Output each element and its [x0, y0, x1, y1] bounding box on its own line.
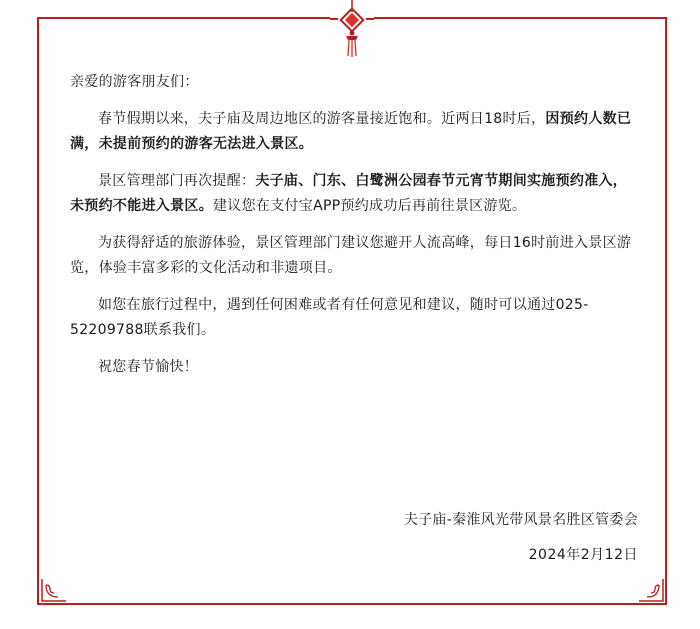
paragraph-2 — [70, 169, 640, 219]
signature: 夫子庙-秦淮风光带风景名胜区管委会 — [403, 512, 638, 528]
chinese-knot-icon — [330, 0, 374, 58]
paragraph-1-text: 春节假期以来，夫子庙及周边地区的游客量接近饱和。近两日18时后， — [98, 111, 546, 127]
corner-scroll-icon — [40, 575, 70, 605]
corner-scroll-icon — [635, 575, 665, 605]
letter-body — [70, 70, 640, 392]
date: 2024年2月12日 — [528, 547, 638, 563]
paragraph-1-bold: 因预约人数已满，未提前预约的游客无法进入景区。 — [70, 111, 632, 152]
paragraph-3: 为获得舒适的旅游体验，景区管理部门建议您避开人流高峰，每日16时前进入景区游览，体验丰富多彩的文化活动和非遗项目。 — [70, 235, 632, 276]
paragraph-2-tail: 建议您在支付宝APP预约成功后再前往景区游览。 — [213, 198, 527, 214]
paragraph-4: 如您在旅行过程中，遇到任何困难或者有任何意见和建议，随时可以通过025-52209788联系我们。 — [70, 297, 589, 338]
paragraph-1 — [70, 107, 640, 157]
paragraph-2-text: 景区管理部门再次提醒： — [98, 173, 256, 189]
greeting: 亲爱的游客朋友们： — [70, 74, 199, 90]
paragraph-2-bold: 夫子庙、门东、白鹭洲公园春节元宵节期间实施预约准入，未预约不能进入景区。 — [70, 173, 628, 214]
paragraph-5: 祝您春节愉快！ — [98, 359, 199, 375]
